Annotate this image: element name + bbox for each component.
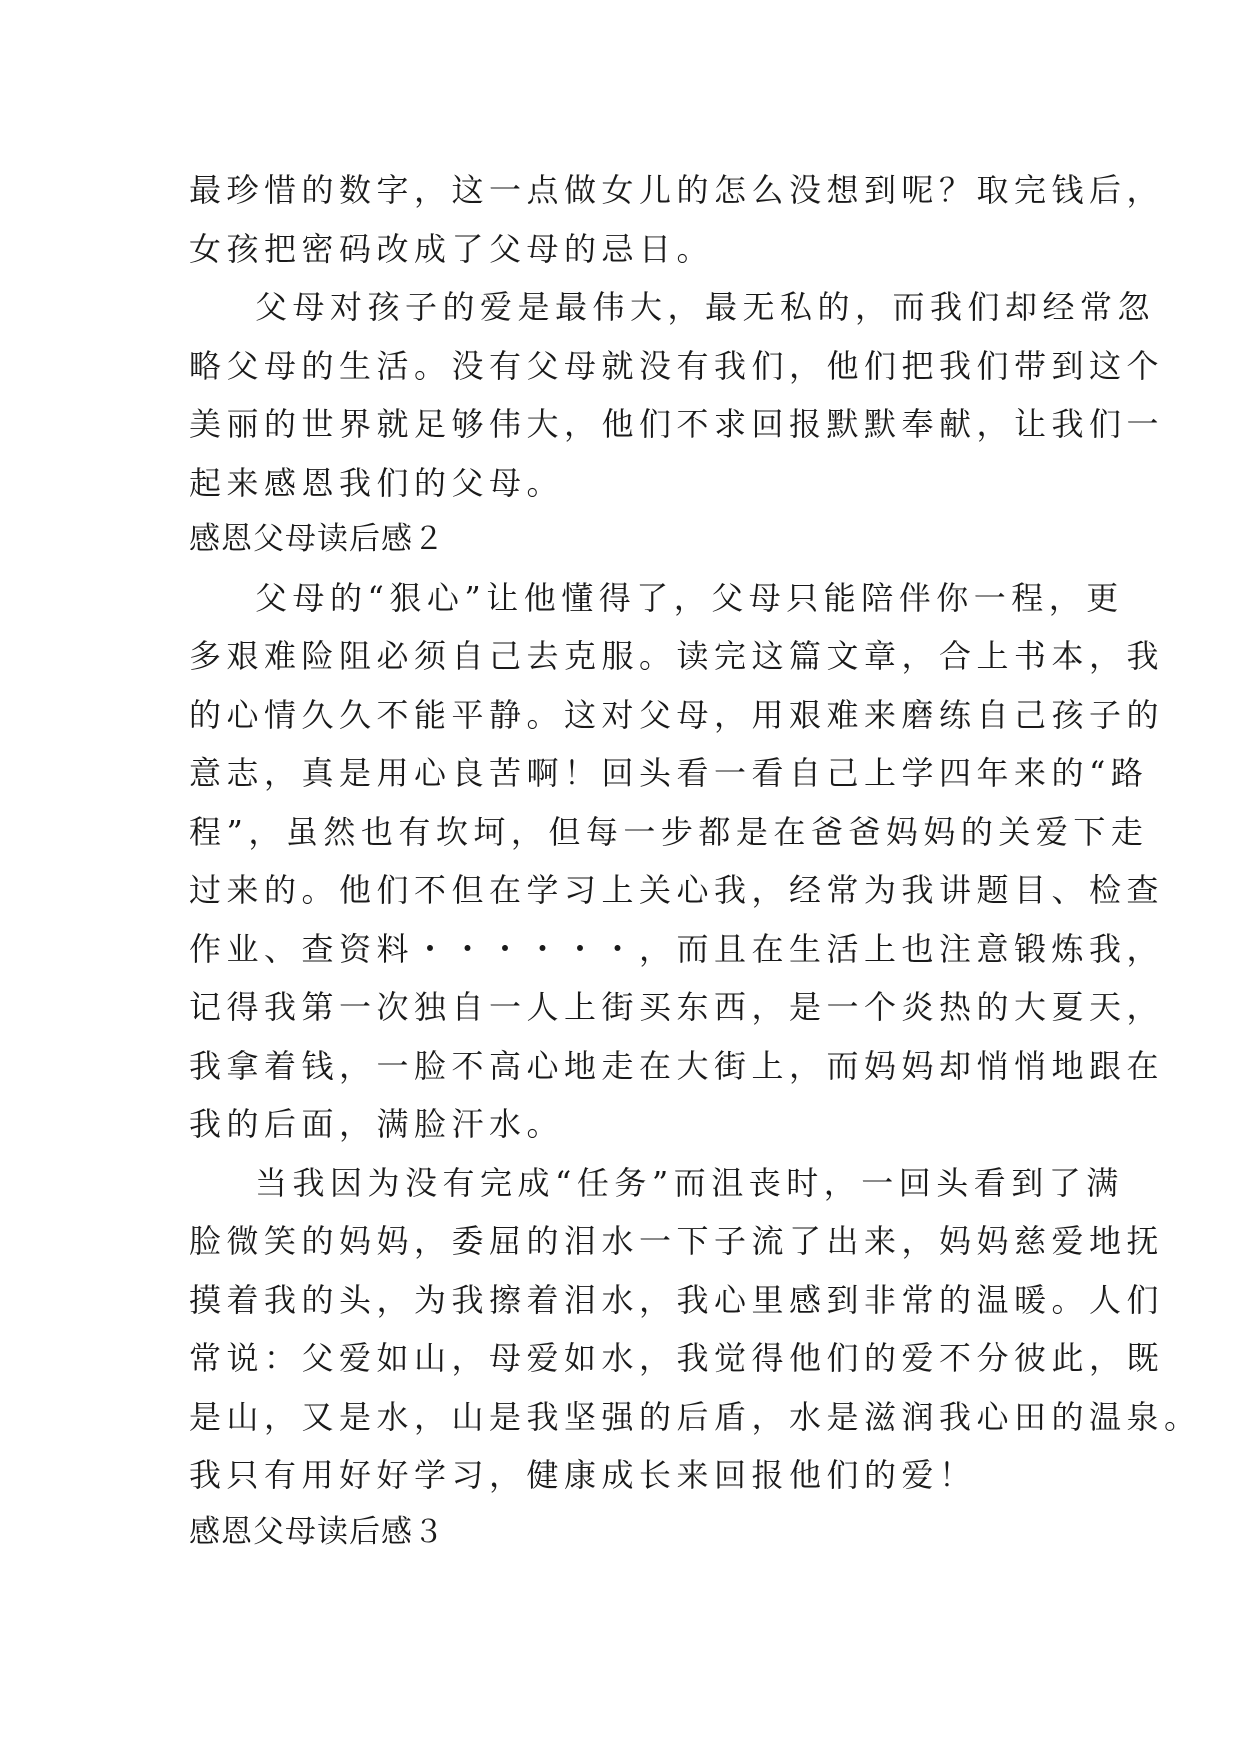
text-line: 作业、查资料・・・・・・，而且在生活上也注意锻炼我， — [189, 930, 1165, 968]
text-line: 程”，虽然也有坎坷，但每一步都是在爸爸妈妈的关爱下走 — [189, 813, 1149, 851]
text-line: 美丽的世界就足够伟大，他们不求回报默默奉献，让我们一 — [189, 405, 1165, 443]
text-line: 脸微笑的妈妈，委屈的泪水一下子流了出来，妈妈慈爱地抚 — [189, 1222, 1165, 1260]
text-line: 过来的。他们不但在学习上关心我，经常为我讲题目、检查 — [189, 871, 1165, 909]
text-line: 我的后面，满脸汗水。 — [189, 1105, 565, 1143]
paragraph-first-line: 父母对孩子的爱是最伟大，最无私的，而我们却经常忽 — [255, 288, 1156, 326]
paragraph-first-line: 当我因为没有完成“任务”而沮丧时，一回头看到了满 — [255, 1164, 1124, 1202]
text-line: 我拿着钱，一脸不高心地走在大街上，而妈妈却悄悄地跟在 — [189, 1047, 1165, 1085]
text-line: 意志，真是用心良苦啊！回头看一看自己上学四年来的“路 — [189, 754, 1149, 792]
text-line: 最珍惜的数字，这一点做女儿的怎么没想到呢？取完钱后， — [189, 171, 1165, 209]
text-line: 多艰难险阻必须自己去克服。读完这篇文章，合上书本，我 — [189, 637, 1165, 675]
text-line: 是山，又是水，山是我坚强的后盾，水是滋润我心田的温泉。 — [189, 1398, 1202, 1436]
section-heading: 感恩父母读后感２ — [189, 521, 445, 557]
text-line: 的心情久久不能平静。这对父母，用艰难来磨练自己孩子的 — [189, 696, 1165, 734]
section-heading: 感恩父母读后感３ — [189, 1514, 445, 1550]
text-line: 我只有用好好学习，健康成长来回报他们的爱！ — [189, 1456, 977, 1494]
paragraph-first-line: 父母的“狠心”让他懂得了，父母只能陪伴你一程，更 — [255, 579, 1124, 617]
text-line: 常说：父爱如山，母爱如水，我觉得他们的爱不分彼此，既 — [189, 1339, 1165, 1377]
text-line: 摸着我的头，为我擦着泪水，我心里感到非常的温暖。人们 — [189, 1281, 1165, 1319]
text-line: 记得我第一次独自一人上街买东西，是一个炎热的大夏天， — [189, 988, 1165, 1026]
text-line: 略父母的生活。没有父母就没有我们，他们把我们带到这个 — [189, 347, 1165, 385]
text-line: 女孩把密码改成了父母的忌日。 — [189, 230, 715, 268]
text-line: 起来感恩我们的父母。 — [189, 464, 565, 502]
